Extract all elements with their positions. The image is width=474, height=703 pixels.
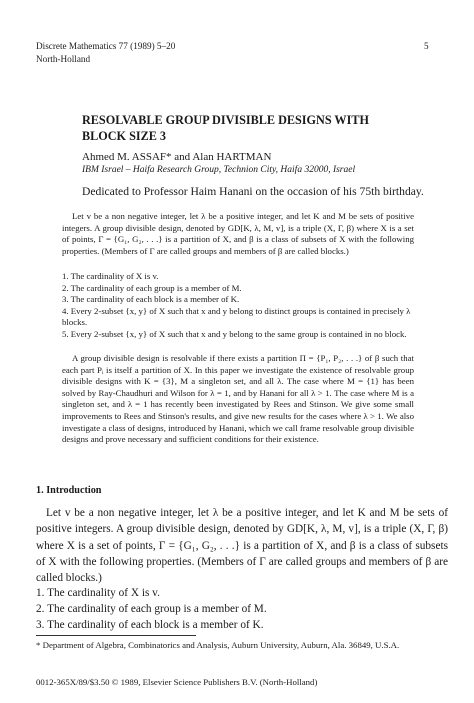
intro-text: Let v be a non negative integer, let λ be a positive integer, and let K and M be sets of positive integers. A group divisible design, denoted by GD[K, λ, M, v], is a triple (X, Γ, β) where X is a set of points, Γ = {G₁, G₂, . . .} is a partition of X, and β is a class of subsets of X with the following properties. (Members of Γ are called groups and members of β are called blocks.) bbox=[36, 507, 448, 585]
page-number: 5 bbox=[424, 41, 429, 51]
affiliation: IBM Israel – Haifa Research Group, Technion City, Haifa 32000, Israel bbox=[82, 165, 356, 175]
journal-citation: Discrete Mathematics 77 (1989) 5–20 bbox=[36, 41, 176, 51]
list-item: 1. The cardinality of X is v. bbox=[62, 271, 159, 281]
abstract-property-list bbox=[62, 271, 414, 341]
section-heading: 1. Introduction bbox=[36, 485, 102, 496]
abstract-text-2: A group divisible design is resolvable if there exists a partition Π = {P₁, P₂, . . .} of β such that each part Pᵢ is itself a partition of X. In this paper we investigate the existence of resolvable group divisible designs with K = {3}, M a singleton set, and all λ. The case where M = {1} has been solved by Ray-Chaudhuri and Wilson for λ = 1, and by Hanani for all λ > 1. The case where M is a singleton set, and λ = 1 has recently been investigated by Rees and Stinson. We give some small improvements to Rees and Stinson's results, and give new results for the cases where λ > 1. We also investigate a class of designs, introduced by Hanani, which we call frame resolvable group divisible designs and prove necessary and sufficient conditions for their existence. bbox=[62, 353, 414, 445]
list-item: 4. Every 2-subset {x, y} of X such that x and y belong to distinct groups is contained in precisely λ blocks. bbox=[62, 305, 411, 328]
paper-title-line2: BLOCK SIZE 3 bbox=[82, 129, 166, 143]
list-item: 2. The cardinality of each group is a member of M. bbox=[62, 282, 242, 293]
footnote-rule bbox=[36, 635, 196, 636]
authors: Ahmed M. ASSAF* and Alan HARTMAN bbox=[82, 151, 272, 163]
abstract-paragraph-1 bbox=[62, 211, 414, 257]
intro-property-list bbox=[36, 585, 448, 633]
copyright-line: 0012-365X/89/$3.50 © 1989, Elsevier Science Publishers B.V. (North-Holland) bbox=[36, 677, 318, 687]
footnote: * Department of Algebra, Combinatorics and Analysis, Auburn University, Auburn, Ala. 36849, U.S.A. bbox=[36, 640, 400, 650]
list-item: 5. Every 2-subset {x, y} of X such that x and y belong to the same group is contained in no block. bbox=[62, 328, 407, 339]
abstract-paragraph-2 bbox=[62, 353, 414, 446]
list-item: 1. The cardinality of X is v. bbox=[36, 587, 160, 599]
list-item: 3. The cardinality of each block is a member of K. bbox=[62, 294, 240, 305]
list-item: 2. The cardinality of each group is a member of M. bbox=[36, 603, 267, 615]
dedication: Dedicated to Professor Haim Hanani on the occasion of his 75th birthday. bbox=[82, 185, 424, 198]
list-item: 3. The cardinality of each block is a member of K. bbox=[36, 619, 264, 631]
publisher: North-Holland bbox=[36, 54, 91, 64]
intro-paragraph bbox=[36, 505, 448, 586]
paper-title-line1: RESOLVABLE GROUP DIVISIBLE DESIGNS WITH bbox=[82, 113, 369, 127]
abstract-text-1: Let v be a non negative integer, let λ be a positive integer, and let K and M be sets of positive integers. A group divisible design, denoted by GD[K, λ, M, v], is a triple (X, Γ, β) where X is a set of points, Γ = {G₁, G₂, . . .} is a partition of X, and β is a class of subsets of X with the following properties. (Members of Γ are called groups and members of β are called blocks.) bbox=[62, 211, 414, 256]
